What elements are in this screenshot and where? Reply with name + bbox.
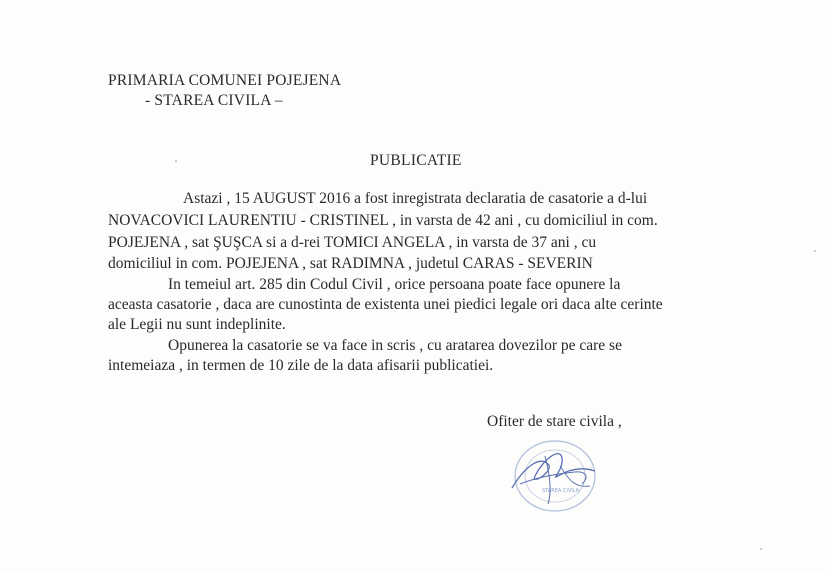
paragraph-3-line-2: intemeiaza , in termen de 10 zile de la data afisarii publicatiei. xyxy=(108,357,494,374)
scan-speck xyxy=(814,250,816,252)
department-name: - STAREA CIVILA – xyxy=(145,92,283,109)
official-stamp-signature xyxy=(500,436,610,516)
paragraph-3-line-1: Opunerea la casatorie se va face in scris , cu aratarea dovezilor pe care se xyxy=(168,337,622,354)
paragraph-1-line-3: POJEJENA , sat ŞUŞCA si a d-rei TOMICI ANGELA , in varsta de 37 ani , cu xyxy=(108,234,597,251)
paragraph-1-line-1: Astazi , 15 AUGUST 2016 a fost inregistrata declaratia de casatorie a d-lui xyxy=(183,190,648,207)
paragraph-2-line-3: ale Legii nu sunt indeplinite. xyxy=(108,316,286,333)
paragraph-2-line-2: aceasta casatorie , daca are cunostinta de existenta unei piedici legale ori daca alte cerinte xyxy=(108,296,663,313)
svg-text:STAREA CIVILA: STAREA CIVILA xyxy=(542,488,580,494)
paragraph-1-line-2: NOVACOVICI LAURENTIU - CRISTINEL , in varsta de 42 ani , cu domiciliul in com. xyxy=(108,212,658,229)
signatory-role: Ofiter de stare civila , xyxy=(487,413,622,430)
paragraph-2-line-1: In temeiul art. 285 din Codul Civil , orice persoana poate face opunere la xyxy=(168,276,621,293)
document-title: PUBLICATIE xyxy=(370,152,462,169)
institution-name: PRIMARIA COMUNEI POJEJENA xyxy=(108,72,342,89)
scan-speck xyxy=(175,160,177,162)
scan-speck xyxy=(760,548,762,550)
paragraph-1-line-4: domiciliul in com. POJEJENA , sat RADIMNA , judetul CARAS - SEVERIN xyxy=(108,255,593,272)
